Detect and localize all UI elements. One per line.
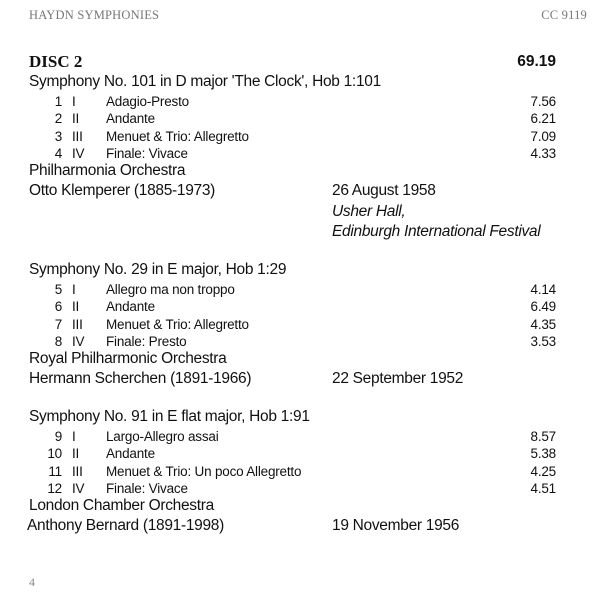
track-duration: 4.35 xyxy=(530,316,556,332)
track-duration: 8.57 xyxy=(530,429,556,444)
track-number: 7 xyxy=(54,316,62,332)
track-title: Andante xyxy=(106,446,155,462)
track-movement: II xyxy=(72,299,80,315)
track-duration: 6.21 xyxy=(530,111,556,127)
track-title: Menuet & Trio: Allegretto xyxy=(106,316,249,332)
track-title: Andante xyxy=(106,299,155,315)
track-duration: 4.14 xyxy=(530,282,556,297)
recording-venue: Usher Hall, xyxy=(332,203,406,220)
page-number: 4 xyxy=(29,575,35,589)
track-number: 11 xyxy=(48,463,62,479)
track-duration: 3.53 xyxy=(530,333,556,349)
track-duration: 4.33 xyxy=(530,145,556,161)
recording-date: 19 November 1956 xyxy=(332,517,460,534)
track-movement: II xyxy=(72,446,80,462)
track-title: Andante xyxy=(106,111,155,127)
recording-date: 26 August 1958 xyxy=(332,182,436,199)
track-title: Menuet & Trio: Allegretto xyxy=(106,128,249,144)
track-number: 10 xyxy=(47,446,62,462)
track-number: 2 xyxy=(54,111,62,127)
header-title: HAYDN SYMPHONIES xyxy=(29,8,160,22)
track-number: 1 xyxy=(54,94,62,109)
track-number: 4 xyxy=(54,145,62,161)
track-title: Menuet & Trio: Un poco Allegretto xyxy=(106,463,302,479)
track-movement: IV xyxy=(72,333,85,349)
track-duration: 6.49 xyxy=(530,299,556,315)
track-movement: IV xyxy=(72,145,85,161)
track-duration: 5.38 xyxy=(530,446,556,462)
catalog-number: CC 9119 xyxy=(541,8,587,22)
track-title: Finale: Vivace xyxy=(106,145,188,161)
track-title: Adagio-Presto xyxy=(106,94,189,109)
track-movement: IV xyxy=(72,480,85,496)
track-movement: III xyxy=(72,316,83,332)
work-title: Symphony No. 29 in E major, Hob 1:29 xyxy=(29,261,287,278)
track-title: Finale: Presto xyxy=(106,333,187,349)
track-title: Allegro ma non troppo xyxy=(106,282,235,297)
track-title: Finale: Vivace xyxy=(106,480,188,496)
track-number: 3 xyxy=(54,128,62,144)
disc-total-time: 69.19 xyxy=(517,53,556,70)
track-number: 5 xyxy=(54,282,62,297)
conductor-name: Hermann Scherchen (1891-1966) xyxy=(29,370,252,387)
recording-venue: Edinburgh International Festival xyxy=(332,223,541,240)
recording-date: 22 September 1952 xyxy=(332,370,464,387)
disc-label: DISC 2 xyxy=(29,52,83,71)
track-number: 12 xyxy=(47,480,62,496)
track-movement: II xyxy=(72,111,80,127)
orchestra-name: Philharmonia Orchestra xyxy=(29,162,186,179)
track-duration: 7.56 xyxy=(530,94,556,109)
track-movement: I xyxy=(72,282,76,297)
track-duration: 4.25 xyxy=(530,463,556,479)
track-duration: 4.51 xyxy=(530,480,556,496)
track-number: 9 xyxy=(54,429,62,444)
track-title: Largo-Allegro assai xyxy=(106,429,219,444)
track-number: 6 xyxy=(54,299,62,315)
conductor-name: Anthony Bernard (1891-1998) xyxy=(27,517,224,534)
track-movement: I xyxy=(72,94,76,109)
track-movement: III xyxy=(72,463,83,479)
track-duration: 7.09 xyxy=(530,128,556,144)
work-title: Symphony No. 91 in E flat major, Hob 1:91 xyxy=(29,408,310,425)
track-number: 8 xyxy=(54,333,62,349)
orchestra-name: Royal Philharmonic Orchestra xyxy=(29,350,227,367)
work-title: Symphony No. 101 in D major 'The Clock', Hob 1:101 xyxy=(29,73,381,90)
orchestra-name: London Chamber Orchestra xyxy=(29,497,214,514)
conductor-name: Otto Klemperer (1885-1973) xyxy=(29,182,216,199)
track-movement: III xyxy=(72,128,83,144)
track-movement: I xyxy=(72,429,76,444)
